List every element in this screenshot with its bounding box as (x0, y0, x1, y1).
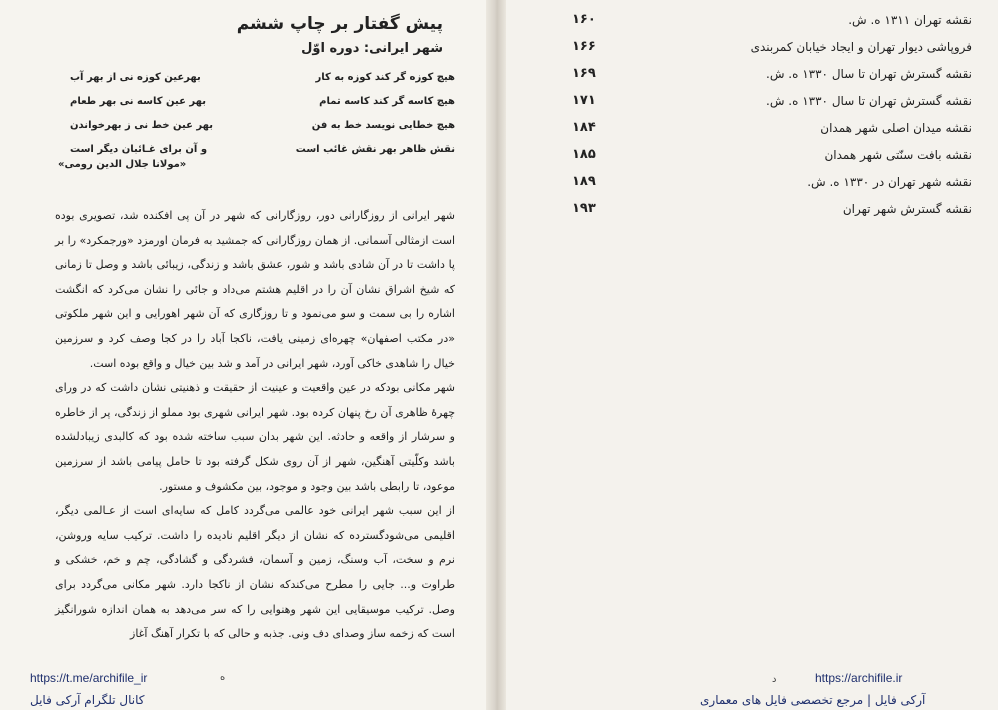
figure-list-item (572, 60, 972, 87)
figure-title: نقشه گسترش تهران تا سال ۱۳۳۰ ه. ش. (766, 66, 972, 81)
figure-page-number: ۱۷۱ (572, 93, 596, 108)
figure-page-number: ۱۸۴ (572, 120, 596, 135)
figure-list-item (572, 33, 972, 60)
website-caption: آرکی فایل | مرجع تخصصی فایل های معماری (700, 693, 926, 707)
figure-page-number: ۱۶۶ (572, 39, 596, 54)
figure-list-item (572, 6, 972, 33)
figure-title: نقشه گسترش شهر تهران (842, 201, 972, 216)
figure-list-item (572, 87, 972, 114)
website-link[interactable]: https://archifile.ir (815, 671, 903, 685)
poem-hemistich: هیچ کاسه گر کند کاسه تمام (319, 96, 455, 107)
page-number: د (772, 674, 777, 685)
page-number: ه (220, 672, 226, 683)
preface-subheading: شهر ایرانی: دوره اوّل (301, 41, 443, 56)
figure-title: فروپاشی دیوار تهران و ایجاد خیابان کمربندی (750, 39, 972, 54)
poem-row (70, 66, 455, 90)
left-page (0, 0, 493, 710)
paragraph: از این سبب شهر ایرانی خود عالمی می‌گردد کامل که سایه‌ای است از عـالمی دیگر، اقلیمی می‌شودگسترده که نشان از دیگر اقلیم نادیده را داشت. ترکیب سایه وروشن، نرم و سخت، آب وسنگ، زمین و آسمان، فشردگی و گشادگی، چم و خم، خشکی و طراوت و... جایی را مطرح می‌کندکه نشان از ناکجا دارد. شهر مکانی می‌گردد برای وصل. ترکیب موسیقایی این شهر وهنوایی را که سر می‌دهد به همان اندازه شورانگیز است که زخمه ساز وصدای دف ونی. جذبه و حالی که با تکرار آهنگ آغاز (55, 504, 455, 641)
poem-hemistich: هیچ خطایی نویسد خط به فن (311, 120, 455, 131)
poem-hemistich: و آن برای غـائبان دیگر است (70, 144, 208, 155)
figure-page-number: ۱۶۹ (572, 66, 596, 81)
poem-hemistich: بهر عین خط نی ز بهرخواندن (70, 120, 213, 131)
figure-page-number: ۱۹۳ (572, 201, 596, 216)
poem-attribution: «مولانا جلال الدین رومی» (58, 159, 187, 170)
figure-list-item (572, 114, 972, 141)
figure-title: نقشه بافت سنّتی شهر همدان (824, 147, 972, 162)
poem-hemistich: هیچ کوزه گر کند کوزه به کار (315, 72, 455, 83)
figure-list-item (572, 168, 972, 195)
book-spine-gutter (486, 0, 506, 710)
figure-page-number: ۱۸۹ (572, 174, 596, 189)
poem-hemistich: بهرعین کوزه نی از بهر آب (70, 72, 201, 83)
figure-list (572, 6, 972, 222)
figure-title: نقشه شهر تهران در ۱۳۳۰ ه. ش. (807, 174, 972, 189)
paragraph: شهر مکانی بودکه در عین واقعیت و عینیت از حقیقت و ذهنیتی نشان داشت که در ورای چهرهٔ ظاهری آن رخ پنهان کرده بود. شهر ایرانی شهری بود مملو از زندگی، پر از خاطره و سرشار از واقعه و حادثه. این شهر بدان سبب ساخته شده بود که کالبدی زیبادلشده باشد وکلّیتی آهنگین، شهر از آن روی شکل گرفته بود تا حامل پیامی باشد از سرزمین موعود، تا رابطی باشد بین وجود و موجود، بین مکشوف و مستور. (55, 381, 455, 493)
telegram-caption: کانال تلگرام آرکی فایل (30, 693, 145, 707)
figure-page-number: ۱۸۵ (572, 147, 596, 162)
poem (70, 66, 455, 162)
figure-title: نقشه گسترش تهران تا سال ۱۳۳۰ ه. ش. (766, 93, 972, 108)
paragraph: شهر ایرانی از روزگارانی دور، روزگارانی که شهر در آن پی افکنده شد، تصویری بوده است ازمثالی آسمانی. از همان روزگارانی که جمشید به فرمان اورمزد «ورجمکرد» را بر پا داشت تا در آن شادی باشد و شور، عشق باشد و زندگی، زیبائی باشد و وصل تا زمانی که شیخ اشراق نشان آن را در اقلیم هشتم می‌داد و جائی را نشان می‌کرد که انگشت اشاره را بی سمت و سو می‌نمود و تا روزگاری که آن شهر اهورایی و این شهر ملکوتی «در مکتب اصفهان» چهره‌ای زمینی یافت، ناکجا آباد را در کجا وصف کرد و سرزمین خیال را شاهدی خاکی آورد، شهر ایرانی در آمد و شد بین خیال و واقع بوده است. (55, 209, 455, 370)
preface-heading: پیش گفتار بر چاپ ششم (236, 14, 443, 34)
telegram-link[interactable]: https://t.me/archifile_ir (30, 671, 148, 685)
figure-title: نقشه تهران ۱۳۱۱ ه. ش. (848, 12, 972, 27)
figure-list-item (572, 195, 972, 222)
poem-hemistich: نقش ظاهر بهر نقش غائب است (295, 144, 455, 155)
poem-row (70, 90, 455, 114)
preface-body (55, 204, 455, 647)
poem-row (70, 114, 455, 138)
figure-list-item (572, 141, 972, 168)
figure-page-number: ۱۶۰ (572, 12, 596, 27)
figure-title: نقشه میدان اصلی شهر همدان (820, 120, 972, 135)
poem-hemistich: بهر عین کاسه نی بهر طعام (70, 96, 206, 107)
